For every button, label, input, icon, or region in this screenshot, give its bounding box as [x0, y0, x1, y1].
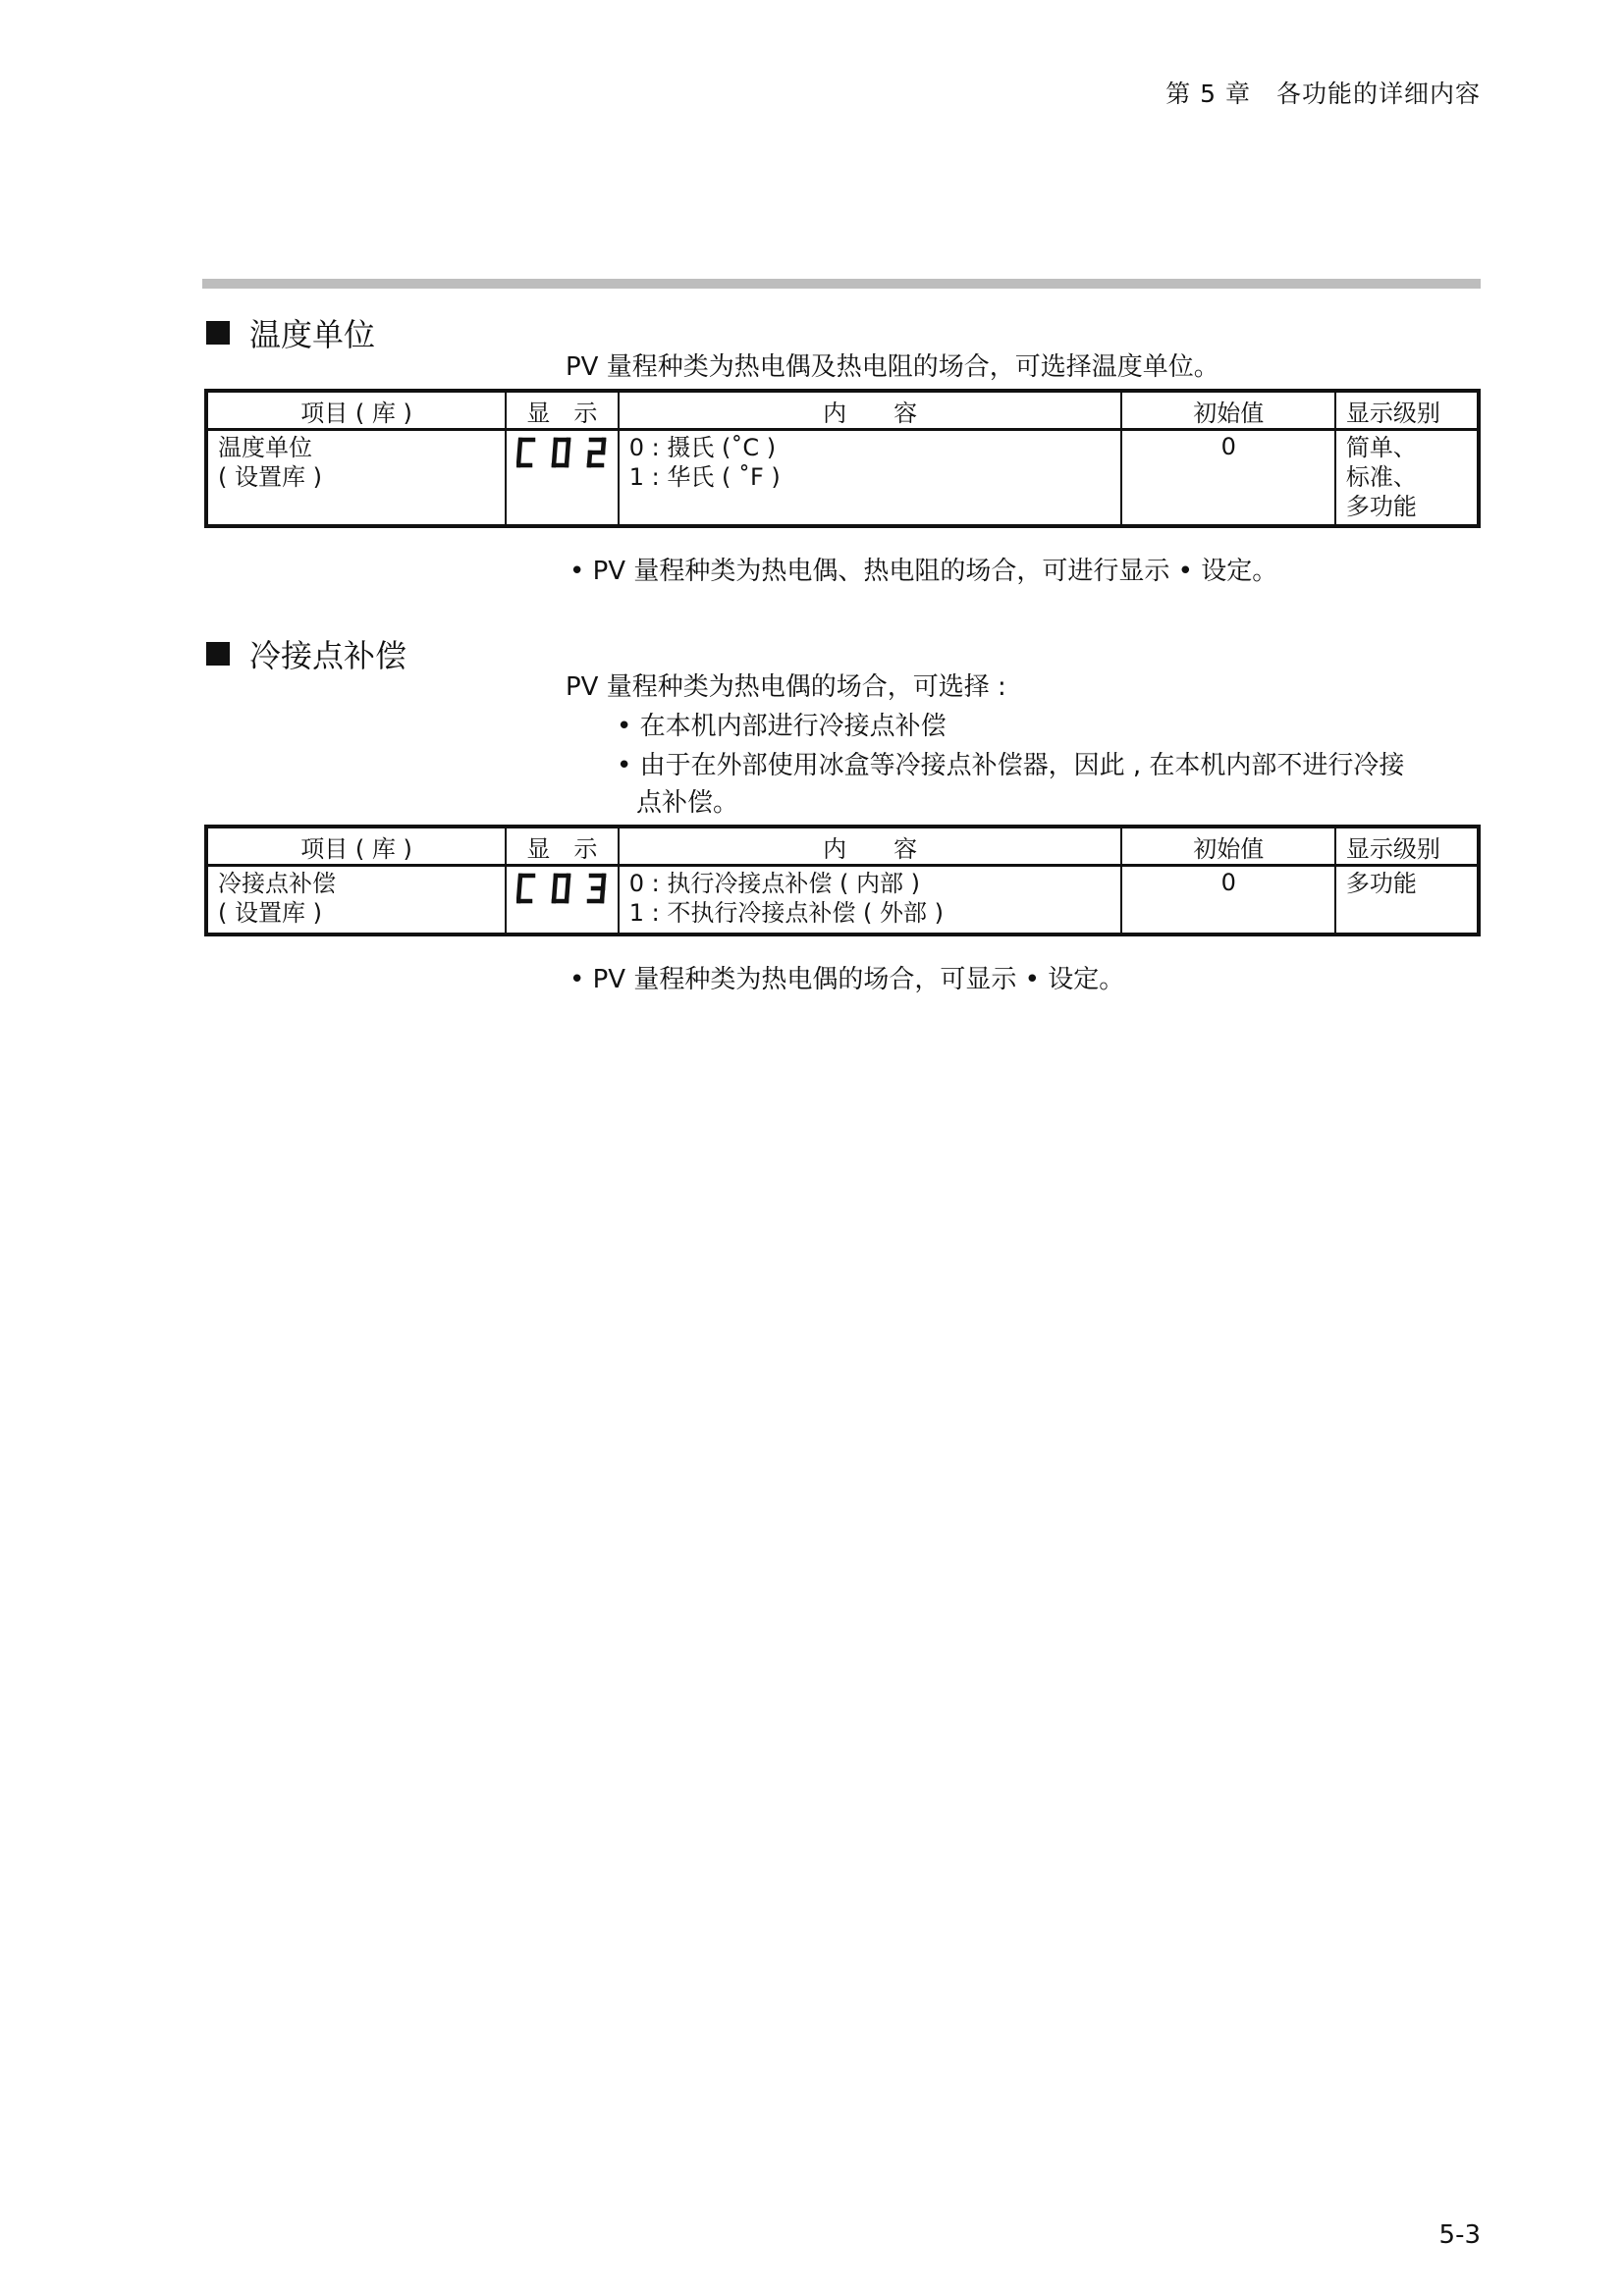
content-option-0: 0 : 摄氏 (˚C )	[628, 434, 777, 461]
cell-level	[1335, 430, 1479, 526]
header-level: 显示级别	[1335, 391, 1479, 430]
header-initial: 初始值	[1121, 827, 1334, 866]
section-title-temp-unit	[206, 310, 375, 355]
cell-content	[619, 430, 1122, 526]
segment-2-icon	[585, 437, 607, 468]
cell-content	[619, 866, 1122, 934]
square-bullet-icon	[206, 321, 230, 345]
level-1: 标准、	[1345, 463, 1417, 491]
section-rule	[202, 279, 1481, 289]
content-option-0: 0 : 执行冷接点补偿 ( 内部 )	[628, 870, 920, 897]
cold-junction-bullet-1: • 在本机内部进行冷接点补偿	[617, 712, 947, 741]
cell-initial: 0	[1121, 866, 1334, 934]
segment-3-icon	[585, 873, 607, 904]
table-row	[206, 430, 1479, 526]
cell-level	[1335, 866, 1479, 934]
square-bullet-icon	[206, 642, 230, 666]
content-option-1: 1 : 华氏 ( ˚F )	[628, 463, 781, 491]
temp-unit-table	[204, 389, 1481, 528]
item-name: 冷接点补偿	[218, 870, 336, 897]
cell-display	[506, 866, 619, 934]
header-display: 显 示	[506, 827, 619, 866]
cell-item	[206, 430, 506, 526]
header-item: 项目 ( 库 )	[206, 827, 506, 866]
running-header: 第 5 章 各功能的详细内容	[1165, 80, 1481, 108]
table-row	[206, 866, 1479, 934]
cold-junction-intro: PV 量程种类为热电偶的场合，可选择 :	[566, 672, 1006, 702]
cold-junction-bullet-2: • 由于在外部使用冰盒等冷接点补偿器，因此 , 在本机内部不进行冷接	[617, 751, 1405, 780]
temp-unit-note: • PV 量程种类为热电偶、热电阻的场合，可进行显示 • 设定。	[569, 557, 1278, 586]
seven-segment-display	[516, 869, 608, 904]
cell-item	[206, 866, 506, 934]
header-initial: 初始值	[1121, 391, 1334, 430]
cell-display	[506, 430, 619, 526]
level-0: 简单、	[1345, 434, 1417, 461]
header-content: 内 容	[619, 391, 1122, 430]
segment-0-icon	[550, 437, 571, 468]
section-title-text: 冷接点补偿	[249, 637, 407, 674]
cold-junction-note: • PV 量程种类为热电偶的场合，可显示 • 设定。	[569, 965, 1125, 994]
item-bank: ( 设置库 )	[218, 899, 322, 927]
section-title-cold-junction	[206, 631, 406, 676]
table-header-row	[206, 827, 1479, 866]
table-header-row	[206, 391, 1479, 430]
cell-initial: 0	[1121, 430, 1334, 526]
cold-junction-table	[204, 825, 1481, 936]
level-0: 多功能	[1345, 870, 1417, 897]
segment-C-icon	[516, 873, 536, 904]
level-2: 多功能	[1345, 493, 1417, 520]
segment-C-icon	[516, 437, 536, 468]
header-level: 显示级别	[1335, 827, 1479, 866]
item-bank: ( 设置库 )	[218, 463, 322, 491]
temp-unit-intro: PV 量程种类为热电偶及热电阻的场合，可选择温度单位。	[566, 352, 1219, 382]
seven-segment-display	[516, 433, 608, 468]
header-item: 项目 ( 库 )	[206, 391, 506, 430]
cold-junction-bullet-2-cont: 点补偿。	[636, 788, 739, 818]
segment-0-icon	[550, 873, 571, 904]
header-content: 内 容	[619, 827, 1122, 866]
header-display: 显 示	[506, 391, 619, 430]
section-title-text: 温度单位	[249, 316, 376, 353]
page-number: 5-3	[1438, 2220, 1481, 2250]
content-option-1: 1 : 不执行冷接点补偿 ( 外部 )	[628, 899, 944, 927]
item-name: 温度单位	[218, 434, 312, 461]
